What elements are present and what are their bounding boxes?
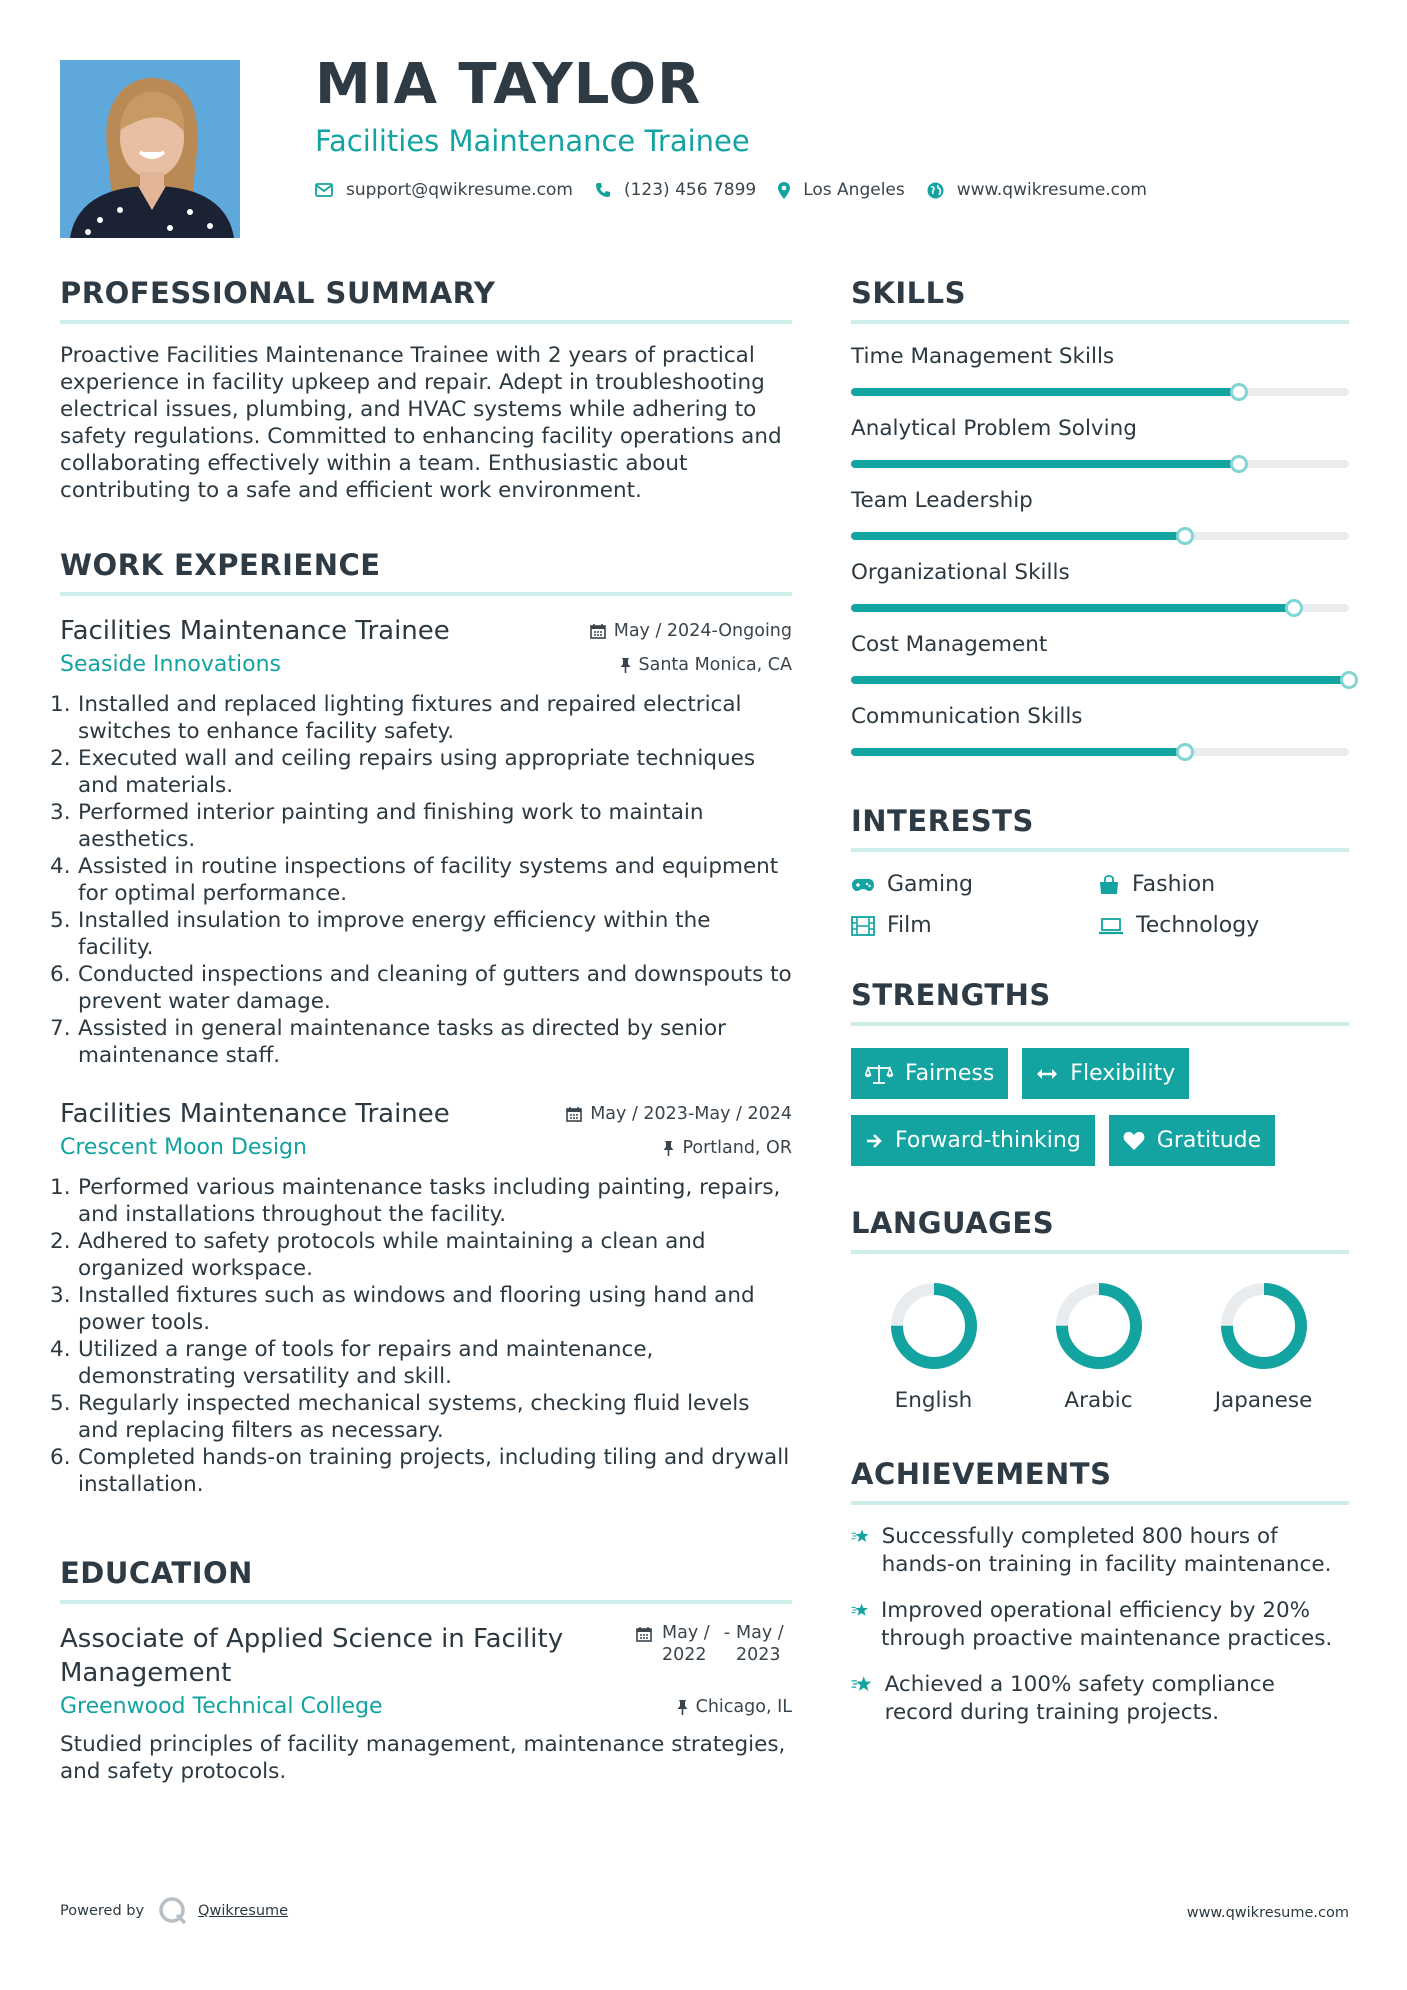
achievement-item: Successfully completed 800 hours of hands-on training in facility maintenance. xyxy=(851,1523,1349,1579)
skill-bar xyxy=(851,748,1349,756)
list-item: Installed and replaced lighting fixtures and repaired electrical switches to enhance facility safety. xyxy=(78,692,742,744)
skill-name: Cost Management xyxy=(851,632,1048,657)
website-text: www.qwikresume.com xyxy=(956,180,1147,200)
education-description: Studied principles of facility management, maintenance strategies, and safety protocols. xyxy=(60,1732,786,1784)
job-dates: May / 2023-May / 2024 xyxy=(566,1097,792,1131)
languages-list xyxy=(851,1280,1349,1413)
balance-scale-icon xyxy=(865,1063,893,1085)
skills-heading: SKILLS xyxy=(851,276,1349,324)
contact-location xyxy=(778,180,905,200)
skill-fill xyxy=(851,748,1185,756)
interest-item: Film xyxy=(851,913,1098,938)
candidate-title: Facilities Maintenance Trainee xyxy=(315,124,750,158)
company-name: Seaside Innovations xyxy=(60,652,281,677)
qwikresume-logo-icon xyxy=(158,1896,188,1926)
list-item: Adhered to safety protocols while maintaining a clean and organized workspace. xyxy=(78,1229,706,1281)
strengths-heading: STRENGTHS xyxy=(851,978,1349,1026)
list-item: Executed wall and ceiling repairs using appropriate techniques and materials. xyxy=(78,746,756,798)
contact-website[interactable] xyxy=(927,180,1147,200)
experience-heading: WORK EXPERIENCE xyxy=(60,548,792,596)
profile-photo xyxy=(60,60,240,238)
interests-list xyxy=(851,872,1349,938)
language-level-ring xyxy=(1218,1280,1310,1372)
pushpin-icon xyxy=(677,1699,688,1715)
job-entry xyxy=(60,614,792,1069)
footer-website[interactable]: www.qwikresume.com xyxy=(1186,1905,1349,1921)
skill-name: Communication Skills xyxy=(851,704,1083,729)
school-name: Greenwood Technical College xyxy=(60,1694,383,1719)
footer-powered-by xyxy=(60,1896,288,1926)
skill-name: Time Management Skills xyxy=(851,344,1115,369)
skill-fill xyxy=(851,676,1349,684)
strength-badge: Forward-thinking xyxy=(851,1115,1095,1166)
education-dates: May / 2022 - May / 2023 xyxy=(636,1622,792,1666)
job-entry xyxy=(60,1097,792,1498)
strength-badge: Gratitude xyxy=(1109,1115,1275,1166)
job-title: Facilities Maintenance Trainee xyxy=(60,1099,450,1129)
language-name: Japanese xyxy=(1214,1388,1313,1413)
language-level-ring xyxy=(1053,1280,1145,1372)
skill-item xyxy=(851,704,1349,756)
skill-bar xyxy=(851,676,1349,684)
school-location: Chicago, IL xyxy=(677,1697,792,1717)
education-heading: EDUCATION xyxy=(60,1556,792,1604)
skill-knob xyxy=(1176,527,1194,545)
list-item: Performed interior painting and finishing work to maintain aesthetics. xyxy=(78,800,704,852)
skill-bar xyxy=(851,604,1349,612)
achievement-item: Achieved a 100% safety compliance record during training projects. xyxy=(851,1671,1349,1727)
phone-text: (123) 456 7899 xyxy=(623,180,757,200)
list-item: Installed insulation to improve energy efficiency within the facility. xyxy=(78,908,711,960)
languages-heading: LANGUAGES xyxy=(851,1206,1349,1254)
calendar-icon xyxy=(566,1106,582,1122)
laptop-icon xyxy=(1098,917,1124,935)
list-item: Completed hands-on training projects, including tiling and drywall installation. xyxy=(78,1445,790,1497)
skill-bar xyxy=(851,460,1349,468)
list-item: Conducted inspections and cleaning of gutters and downspouts to prevent water damage. xyxy=(78,962,792,1014)
arrow-right-icon xyxy=(865,1132,883,1150)
language-name: Arabic xyxy=(1064,1388,1133,1413)
email-text: support@qwikresume.com xyxy=(346,180,573,200)
left-column xyxy=(60,276,792,1785)
heart-icon xyxy=(1123,1131,1145,1151)
skill-name: Team Leadership xyxy=(851,488,1033,513)
candidate-name: MIA TAYLOR xyxy=(315,52,702,117)
skill-item xyxy=(851,416,1349,468)
star-icon xyxy=(851,1671,873,1697)
skills-list xyxy=(851,344,1349,756)
summary-heading: PROFESSIONAL SUMMARY xyxy=(60,276,792,324)
list-item: Assisted in routine inspections of facility systems and equipment for optimal performance. xyxy=(78,854,779,906)
degree-title: Associate of Applied Science in Facility Management xyxy=(60,1624,564,1688)
skill-fill xyxy=(851,388,1239,396)
skill-item xyxy=(851,632,1349,684)
interest-item: Fashion xyxy=(1098,872,1345,897)
skill-knob xyxy=(1230,383,1248,401)
star-icon xyxy=(851,1523,870,1549)
map-pin-icon xyxy=(778,182,790,199)
list-item: Regularly inspected mechanical systems, checking fluid levels and replacing filters as necessary. xyxy=(78,1391,750,1443)
achievements-heading: ACHIEVEMENTS xyxy=(851,1457,1349,1505)
language-item xyxy=(1016,1280,1181,1413)
skill-fill xyxy=(851,604,1294,612)
star-icon xyxy=(851,1597,869,1623)
language-level-ring xyxy=(888,1280,980,1372)
right-column xyxy=(851,276,1349,1727)
company-name: Crescent Moon Design xyxy=(60,1135,307,1160)
job-bullets xyxy=(60,691,792,1069)
interest-item: Technology xyxy=(1098,913,1345,938)
job-bullets xyxy=(60,1174,792,1498)
language-name: English xyxy=(894,1388,973,1413)
achievement-item: Improved operational efficiency by 20% through proactive maintenance practices. xyxy=(851,1597,1349,1653)
job-location: Portland, OR xyxy=(663,1138,792,1158)
list-item: Utilized a range of tools for repairs and maintenance, demonstrating versatility and skill. xyxy=(78,1337,654,1389)
interest-item: Gaming xyxy=(851,872,1098,897)
contact-bar xyxy=(315,180,1169,200)
list-item: Installed fixtures such as windows and flooring using hand and power tools. xyxy=(78,1283,755,1335)
skill-bar xyxy=(851,532,1349,540)
pushpin-icon xyxy=(620,657,631,673)
list-item: Assisted in general maintenance tasks as directed by senior maintenance staff. xyxy=(78,1016,727,1068)
film-icon xyxy=(851,916,875,936)
summary-text: Proactive Facilities Maintenance Trainee with 2 years of practical experience in facility upkeep and repair. Adept in troubleshooting electrical issues, plumbing, and HVAC systems while adhering to safety regulations. Committed to enhancing facility operations and collaborating effectively within a team. Enthusiastic about contributing to a safe and efficient work environment. xyxy=(60,343,782,503)
skill-item xyxy=(851,488,1349,540)
arrows-horizontal-icon xyxy=(1036,1067,1058,1081)
skill-knob xyxy=(1230,455,1248,473)
skill-name: Organizational Skills xyxy=(851,560,1070,585)
achievements-list xyxy=(851,1523,1349,1727)
phone-icon xyxy=(595,182,611,198)
skill-item xyxy=(851,344,1349,396)
globe-icon xyxy=(927,182,944,199)
qwikresume-link[interactable]: Qwikresume xyxy=(198,1903,289,1919)
interests-heading: INTERESTS xyxy=(851,804,1349,852)
location-text: Los Angeles xyxy=(803,180,905,200)
gamepad-icon xyxy=(851,877,875,893)
skill-knob xyxy=(1340,671,1358,689)
contact-phone[interactable] xyxy=(595,180,756,200)
skill-item xyxy=(851,560,1349,612)
shopping-bag-icon xyxy=(1098,875,1120,895)
language-item xyxy=(851,1280,1016,1413)
skill-knob xyxy=(1176,743,1194,761)
powered-by-label: Powered by xyxy=(60,1903,145,1919)
skill-bar xyxy=(851,388,1349,396)
skill-fill xyxy=(851,460,1239,468)
pushpin-icon xyxy=(663,1140,674,1156)
job-title: Facilities Maintenance Trainee xyxy=(60,616,450,646)
strength-badge: Flexibility xyxy=(1022,1048,1189,1099)
strengths-list xyxy=(851,1048,1349,1182)
calendar-icon xyxy=(636,1626,652,1642)
skill-knob xyxy=(1285,599,1303,617)
strength-badge: Fairness xyxy=(851,1048,1008,1099)
list-item: Performed various maintenance tasks including painting, repairs, and installations throughout the facility. xyxy=(78,1175,781,1227)
skill-fill xyxy=(851,532,1185,540)
envelope-icon xyxy=(315,183,333,197)
contact-email[interactable] xyxy=(315,180,573,200)
job-location: Santa Monica, CA xyxy=(620,655,793,675)
education-entry xyxy=(60,1622,792,1785)
language-item xyxy=(1181,1280,1346,1413)
calendar-icon xyxy=(590,623,606,639)
job-dates: May / 2024-Ongoing xyxy=(590,614,792,648)
skill-name: Analytical Problem Solving xyxy=(851,416,1137,441)
